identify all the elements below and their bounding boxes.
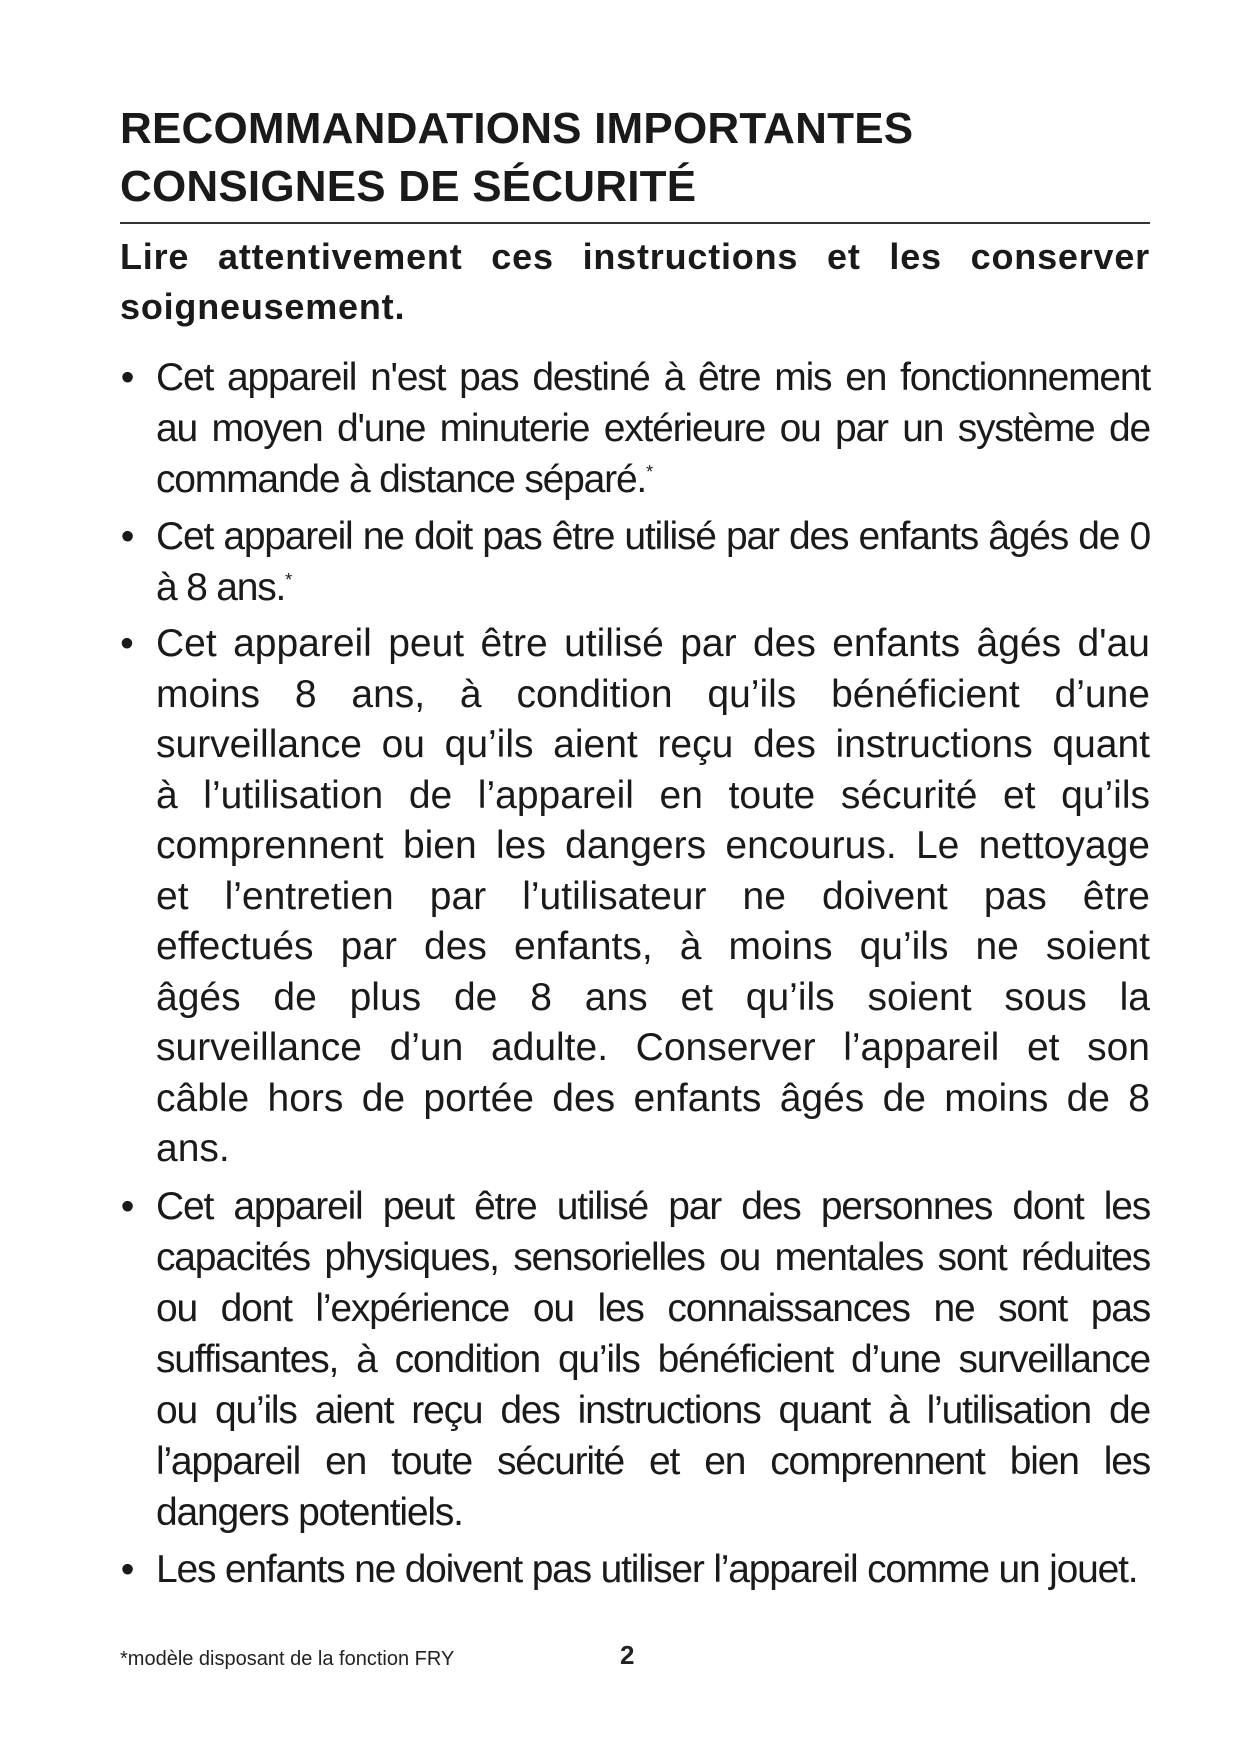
bullet-icon: • xyxy=(120,356,134,399)
list-item-text: Cet appareil peut être utilisé par des personnes dont les capacités physiques, sensorielles ou mentales sont réduites ou dont l’expérience ou les connaissances ne sont pas suffisantes, à condition qu’ils bénéficient d’une surveillance ou qu’ils aient reçu des instructions quant à l’utilisation de l’appareil en toute sécurité et en comprennent bien les dangers potentiels. xyxy=(156,1184,1150,1534)
safety-list xyxy=(120,352,1150,1595)
bullet-icon: • xyxy=(120,1184,134,1228)
page-title xyxy=(120,100,1150,216)
page-footer xyxy=(120,1640,1150,1680)
bullet-icon: • xyxy=(120,1547,134,1591)
list-item-text: Cet appareil ne doit pas être utilisé par des enfants âgés de 0 à 8 ans.* xyxy=(156,515,1150,609)
list-item xyxy=(120,619,1150,1175)
list-item-text: Cet appareil n'est pas destiné à être mis en fonctionnement au moyen d'une minuterie extérieure ou par un système de commande à distance séparé.* xyxy=(156,356,1150,501)
asterisk-mark: * xyxy=(646,462,652,482)
subtitle: Lire attentivement ces instructions et les conserver soigneusement. xyxy=(120,236,1150,327)
title-line-1: RECOMMANDATIONS IMPORTANTES xyxy=(120,104,914,153)
bullet-icon: • xyxy=(120,515,134,558)
title-divider xyxy=(120,222,1150,224)
page-number: 2 xyxy=(620,1640,635,1670)
asterisk-mark: * xyxy=(285,570,291,590)
list-item xyxy=(120,352,1150,505)
document-page xyxy=(120,100,1150,1601)
list-item-text: Les enfants ne doivent pas utiliser l’appareil comme un jouet. xyxy=(156,1547,1138,1591)
list-item xyxy=(120,1544,1150,1595)
footnote: *modèle disposant de la fonction FRY xyxy=(120,1648,455,1670)
list-item-text: Cet appareil peut être utilisé par des enfants âgés d'au moins 8 ans, à condition qu’ils bénéficient d’une surveillance ou qu’ils aient reçu des instructions quant à l’utilisation de l’appareil en toute sécurité et qu’ils comprennent bien les dangers encourus. Le nettoyage et l’entretien par l’utilisateur ne doivent pas être effectués par des enfants, à moins qu’ils ne soient âgés de plus de 8 ans et qu’ils soient sous la surveillance d’un adulte. Conserver l’appareil et son câble hors de portée des enfants âgés de moins de 8 ans. xyxy=(156,622,1150,1170)
title-line-2: CONSIGNES DE SÉCURITÉ xyxy=(120,162,697,211)
bullet-icon: • xyxy=(120,622,134,665)
list-item xyxy=(120,511,1150,613)
list-item xyxy=(120,1181,1150,1538)
